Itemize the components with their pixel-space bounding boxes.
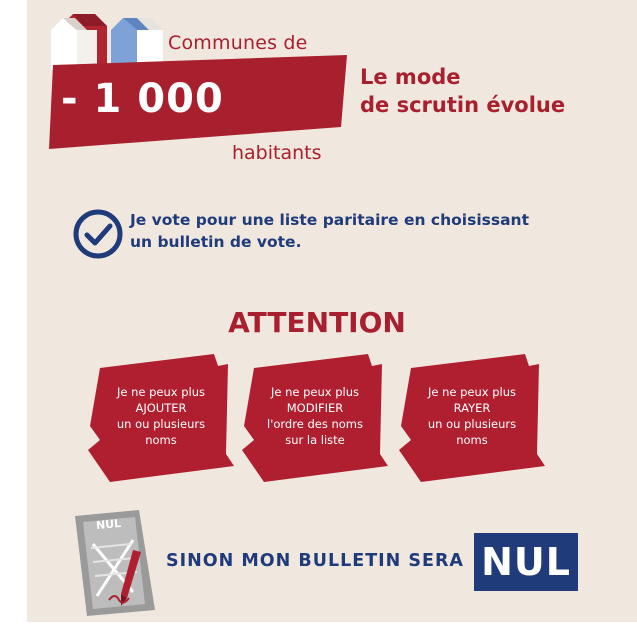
banner-ajouter: [86, 354, 236, 482]
attention-title: ATTENTION: [228, 306, 406, 339]
communes-de-label: Communes de: [168, 32, 308, 54]
vote-line-2: un bulletin de vote.: [130, 233, 302, 251]
banner-line: sur la liste: [285, 433, 345, 447]
attention-heading: [0, 306, 637, 339]
habitants-label: habitants: [232, 142, 322, 164]
vote-line-1: Je vote pour une liste paritaire en choisissant: [130, 211, 529, 229]
population-number: - 1 000: [61, 76, 224, 122]
nul-badge: NUL: [474, 533, 578, 591]
banner-line: un ou plusieurs: [427, 417, 517, 431]
banner-line: Je ne peux plus: [116, 385, 206, 399]
banner-line: l'ordre des noms: [267, 417, 363, 431]
banner-line: un ou plusieurs: [116, 417, 206, 431]
banner-line: Je ne peux plus: [427, 385, 517, 399]
banner-line: noms: [145, 433, 177, 447]
banner-line: MODIFIER: [286, 401, 344, 415]
banner-line: AJOUTER: [135, 401, 187, 415]
title-line-2: de scrutin évolue: [360, 93, 566, 117]
vote-instruction: [130, 209, 529, 253]
banner-line: Je ne peux plus: [270, 385, 360, 399]
banner-modifier: [240, 354, 390, 482]
banner-line: noms: [456, 433, 488, 447]
banner-line: RAYER: [453, 401, 491, 415]
banner-rayer: [397, 354, 547, 482]
page-title: [360, 63, 565, 119]
sinon-text: SINON MON BULLETIN SERA: [166, 551, 464, 571]
ballot-label: NUL: [95, 516, 122, 533]
title-line-1: Le mode: [360, 65, 461, 89]
check-circle-icon: [72, 208, 124, 260]
